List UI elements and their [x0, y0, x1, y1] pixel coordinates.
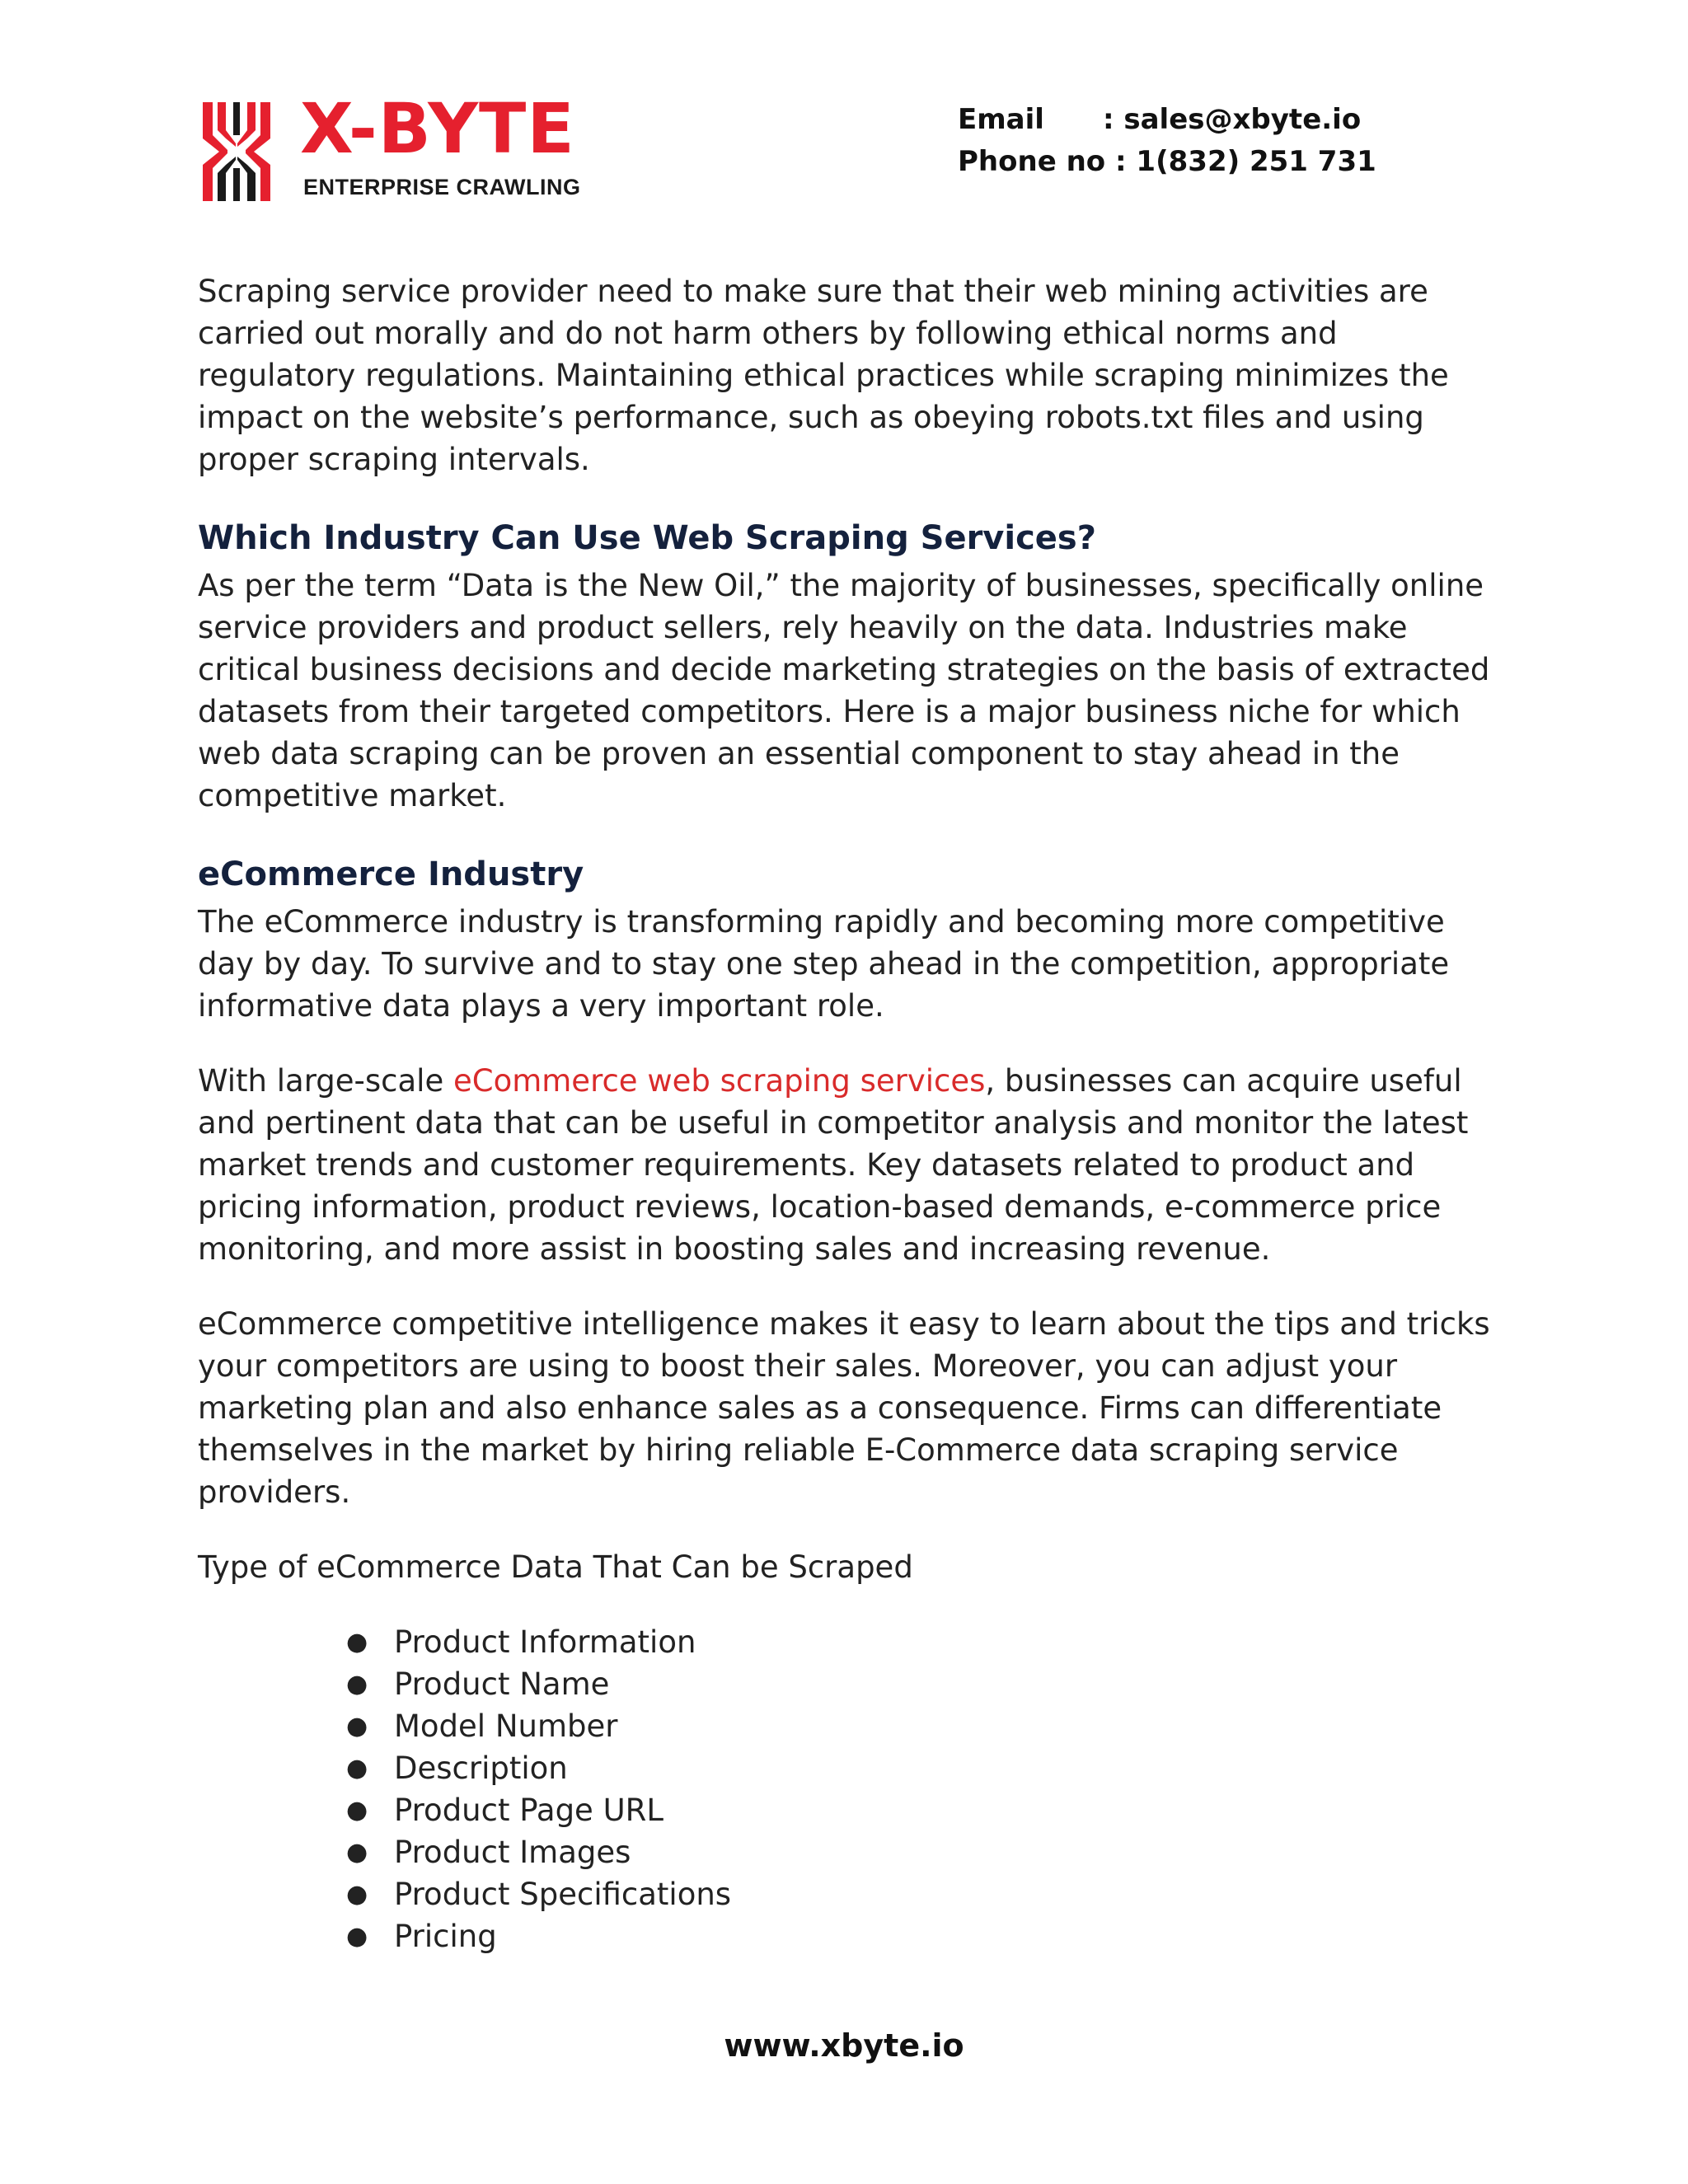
- company-logo: [201, 88, 588, 201]
- contact-info: [958, 99, 1376, 183]
- phone-label: Phone no: [958, 145, 1106, 178]
- list-item-label: Pricing: [394, 1919, 497, 1954]
- list-item: [346, 1663, 1500, 1705]
- list-item-label: Product Specifications: [394, 1877, 732, 1912]
- email-row: [958, 99, 1376, 141]
- bullet-icon: ●: [346, 1838, 368, 1867]
- bullet-icon: ●: [346, 1670, 368, 1699]
- list-item-label: Product Page URL: [394, 1793, 663, 1828]
- ecommerce-paragraph-2: [198, 1060, 1500, 1270]
- list-item-label: Product Information: [394, 1624, 696, 1660]
- bullet-icon: ●: [346, 1712, 368, 1741]
- list-intro: Type of eCommerce Data That Can be Scraped: [198, 1549, 913, 1585]
- logo-tagline: ENTERPRISE CRAWLING: [303, 175, 581, 199]
- list-item: [346, 1789, 1500, 1831]
- bullet-icon: ●: [346, 1922, 368, 1951]
- bullet-icon: ●: [346, 1628, 368, 1657]
- document-body: [198, 270, 1500, 1957]
- list-item: [346, 1831, 1500, 1873]
- section-heading-industry: Which Industry Can Use Web Scraping Services?: [198, 519, 1096, 557]
- bullet-icon: ●: [346, 1754, 368, 1783]
- paragraph-text: With large-scale: [198, 1063, 453, 1099]
- email-value[interactable]: : sales@xbyte.io: [1102, 103, 1362, 136]
- list-item-label: Product Name: [394, 1666, 610, 1702]
- list-item: [346, 1747, 1500, 1789]
- logo-wordmark: X-BYTE: [300, 88, 575, 169]
- intro-paragraph: Scraping service provider need to make sure that their web mining activities are carried out morally and do not harm others by following ethical norms and regulatory regulations. Maintaining ethical practices while scraping minimizes the impact on the website’s performance, such as obeying robots.txt files and using proper scraping intervals.: [198, 274, 1449, 477]
- data-type-list: [198, 1621, 1500, 1957]
- x-byte-logo-icon: [201, 102, 272, 201]
- phone-row: [958, 141, 1376, 183]
- list-item-label: Model Number: [394, 1708, 618, 1744]
- list-item: [346, 1915, 1500, 1957]
- industry-paragraph: As per the term “Data is the New Oil,” the majority of businesses, specifically online service providers and product sellers, rely heavily on the data. Industries make critical business decisions and decide marketing strategies on the basis of extracted datasets from their targeted competitors. Here is a major business niche for which web data scraping can be proven an essential component to stay ahead in the competitive market.: [198, 568, 1490, 813]
- section-heading-ecommerce: eCommerce Industry: [198, 855, 584, 893]
- email-label: Email: [958, 103, 1044, 136]
- list-item-label: Description: [394, 1750, 568, 1786]
- paragraph-text: , businesses can acquire useful and pertinent data that can be useful in competitor analysis and monitor the latest market trends and customer requirements. Key datasets related to product and pricing information, product reviews, location-based demands, e-commerce price monitoring, and more assist in boosting sales and increasing revenue.: [198, 1063, 1469, 1267]
- list-item: [346, 1873, 1500, 1915]
- bullet-icon: ●: [346, 1796, 368, 1825]
- phone-value[interactable]: : 1(832) 251 731: [1115, 145, 1376, 178]
- ecommerce-paragraph-3: eCommerce competitive intelligence makes it easy to learn about the tips and tricks your competitors are using to boost their sales. Moreover, you can adjust your marketing plan and also enhance sales as a consequence. Firms can differentiate themselves in the market by hiring reliable E-Commerce data scraping service providers.: [198, 1306, 1490, 1510]
- list-item-label: Product Images: [394, 1835, 631, 1870]
- list-item: [346, 1621, 1500, 1663]
- list-item: [346, 1705, 1500, 1747]
- ecommerce-scraping-link[interactable]: eCommerce web scraping services: [452, 1063, 986, 1099]
- bullet-icon: ●: [346, 1880, 368, 1909]
- footer-website-link[interactable]: www.xbyte.io: [724, 2027, 964, 2064]
- ecommerce-paragraph-1: The eCommerce industry is transforming rapidly and becoming more competitive day by day. To survive and to stay one step ahead in the competition, appropriate informative data plays a very important role.: [198, 904, 1450, 1024]
